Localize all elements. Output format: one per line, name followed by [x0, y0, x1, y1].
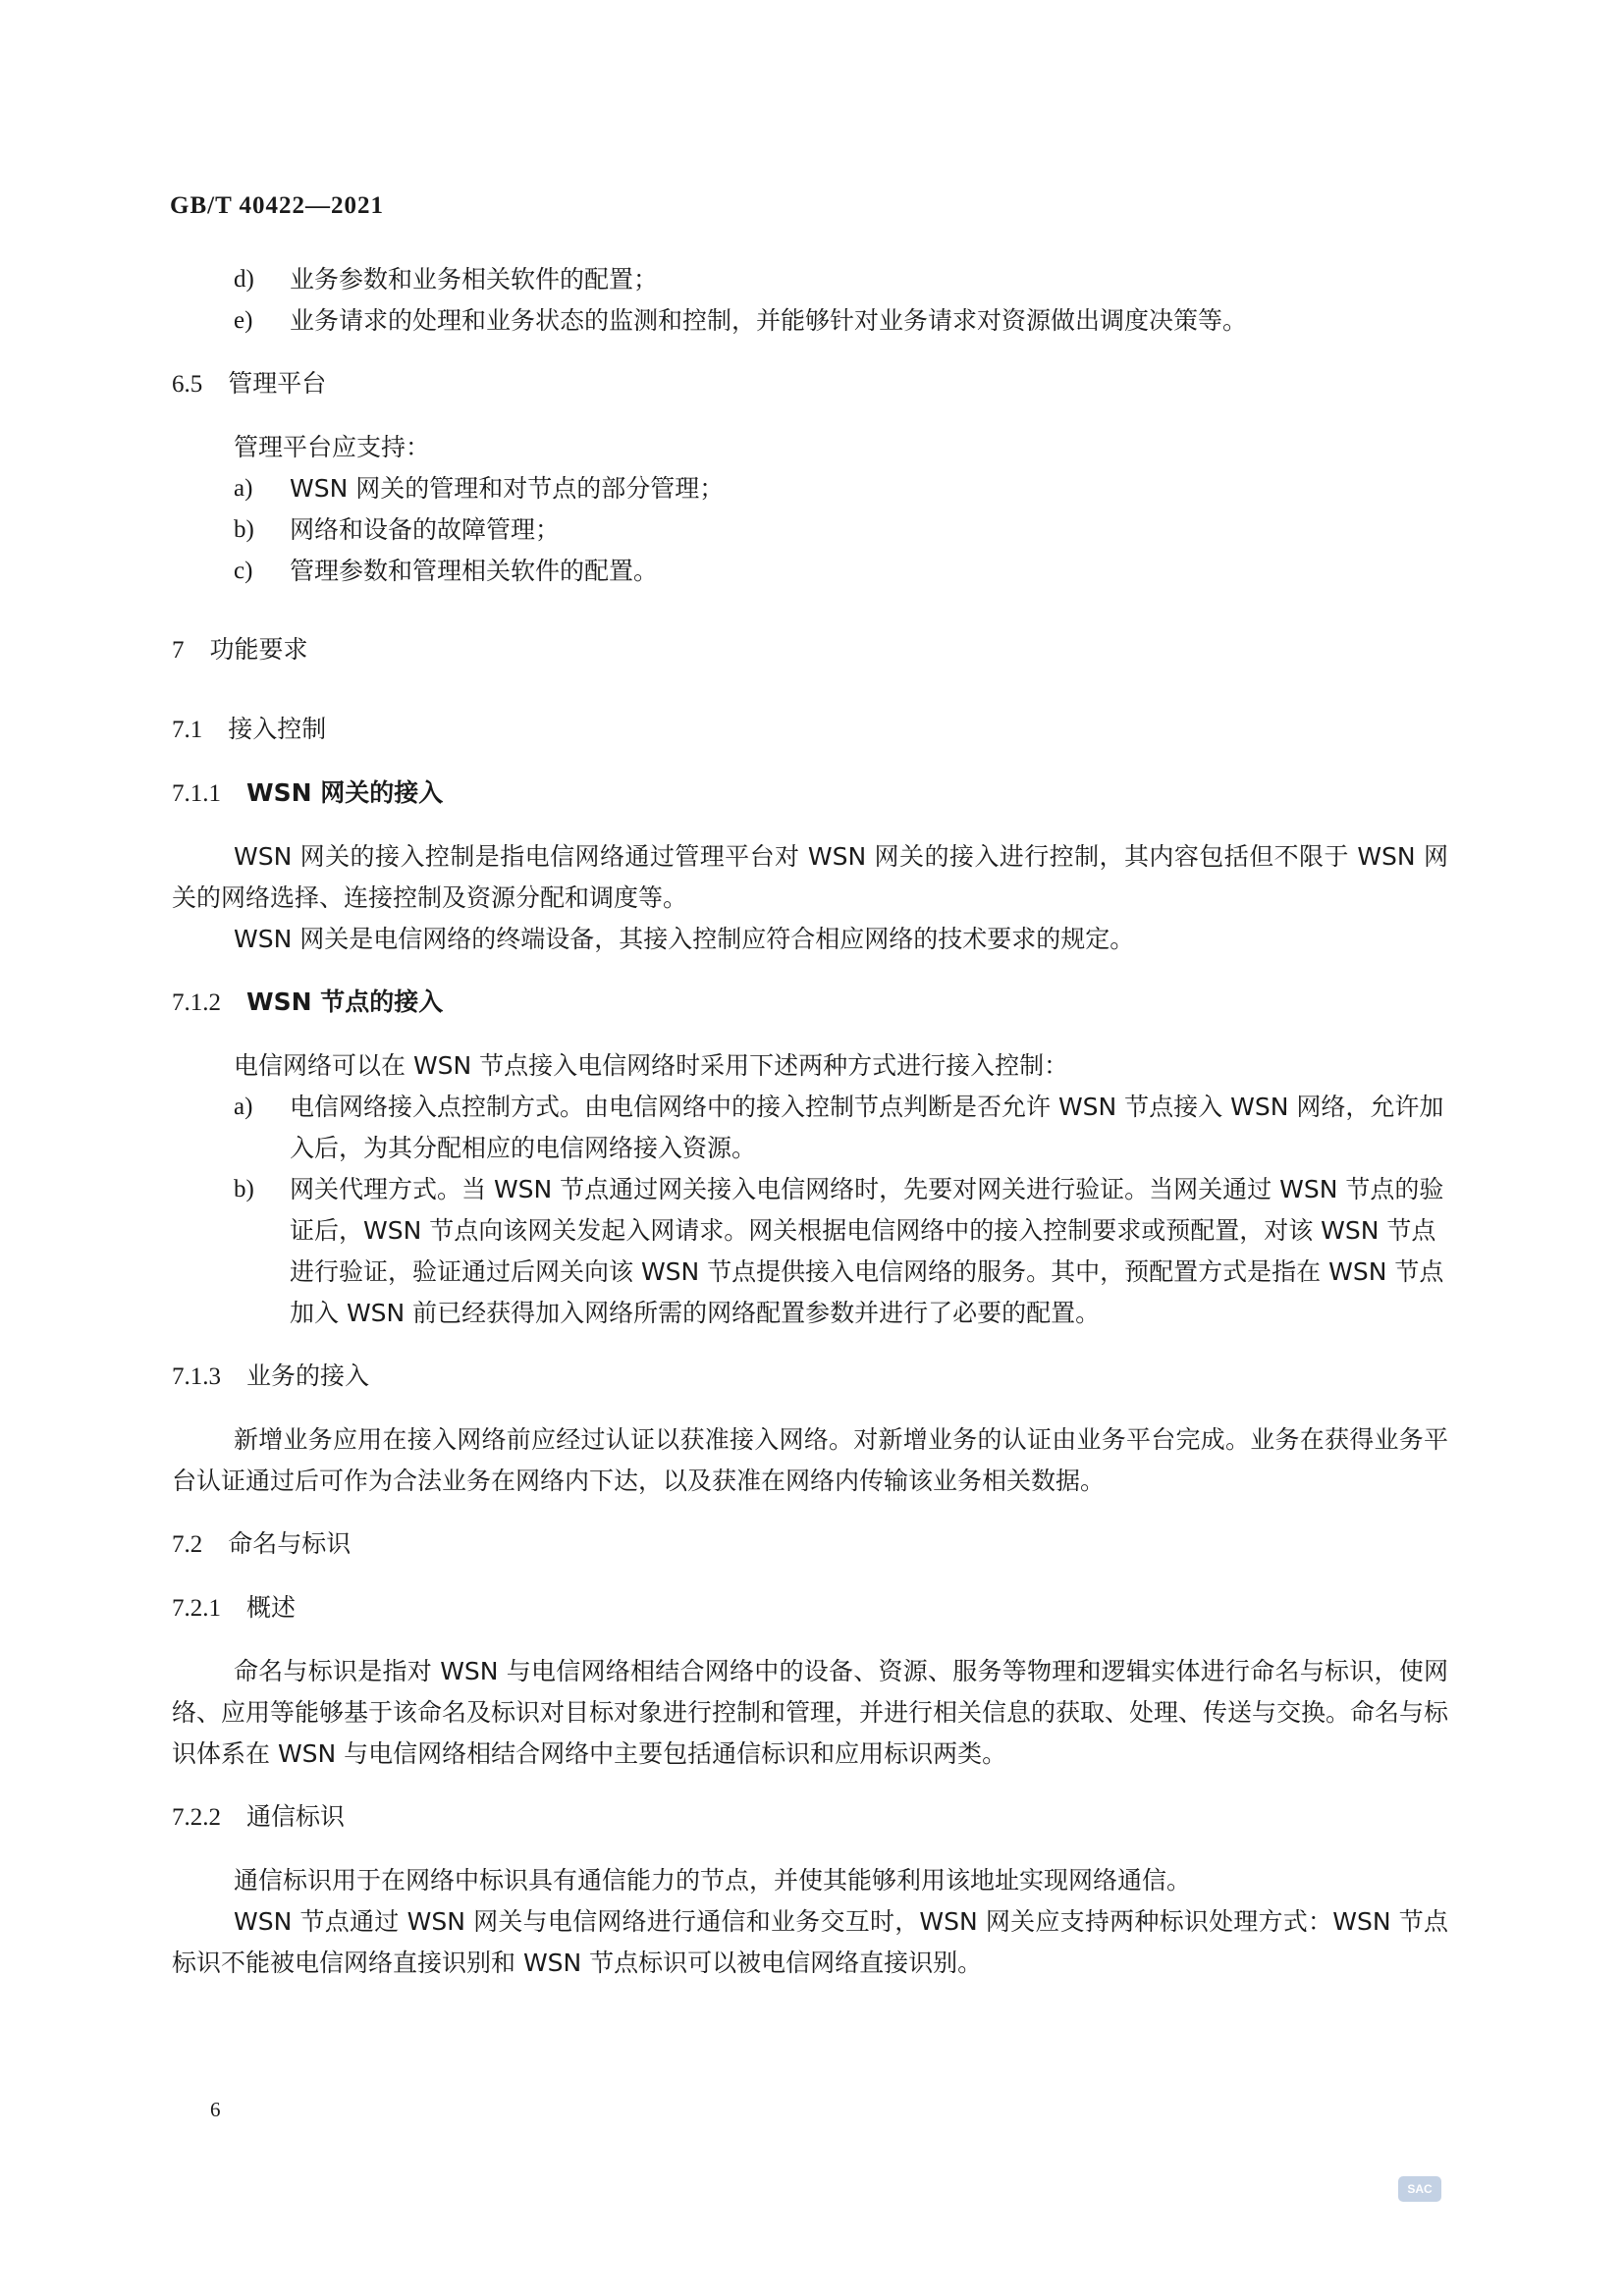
section-number: 7.2.2: [172, 1804, 221, 1831]
section-heading-7-2-1: [172, 1587, 1448, 1629]
section-title: 命名与标识: [228, 1529, 352, 1558]
list-item-text: 业务参数和业务相关软件的配置；: [290, 265, 659, 294]
section-number: 7: [172, 637, 185, 664]
list-item: [172, 551, 1448, 592]
paragraph: WSN 网关的接入控制是指电信网络通过管理平台对 WSN 网关的接入进行控制，其内容包括但不限于 WSN 网关的网络选择、连接控制及资源分配和调度等。: [172, 842, 1448, 912]
list-marker: d): [234, 266, 254, 293]
paragraph: 管理平台应支持：: [234, 433, 431, 461]
section-heading-6-5: [172, 363, 1448, 405]
section-title: WSN 网关的接入: [246, 778, 444, 807]
paragraph: 命名与标识是指对 WSN 与电信网络相结合网络中的设备、资源、服务等物理和逻辑实体进行命名与标识，使网络、应用等能够基于该命名及标识对目标对象进行控制和管理，并进行相关信息的获取、处理、传送与交换。命名与标识体系在 WSN 与电信网络相结合网络中主要包括通信标识和应用标识两类。: [172, 1657, 1449, 1768]
section-heading-7-1: [172, 709, 1448, 751]
chapter-heading-7: [172, 629, 1448, 671]
section-number: 7.1.3: [172, 1363, 221, 1390]
paragraph: WSN 节点通过 WSN 网关与电信网络进行通信和业务交互时，WSN 网关应支持两种标识处理方式：WSN 节点标识不能被电信网络直接识别和 WSN 节点标识可以被电信网络直接识别。: [172, 1907, 1448, 1977]
section-title: WSN 节点的接入: [246, 988, 444, 1016]
page-number: 6: [210, 2098, 221, 2121]
section-heading-7-1-2: [172, 982, 1448, 1024]
list-item-text: 管理参数和管理相关软件的配置。: [290, 557, 659, 585]
section-number: 7.2: [172, 1531, 203, 1558]
sac-watermark-logo: SAC: [1398, 2176, 1441, 2202]
list-item-text: WSN 网关的管理和对节点的部分管理；: [290, 474, 725, 503]
section-number: 6.5: [172, 371, 203, 398]
list-marker: b): [234, 1176, 254, 1202]
section-heading-7-1-3: [172, 1356, 1448, 1398]
list-marker: b): [234, 516, 254, 543]
standard-code: GB/T 40422—2021: [170, 192, 385, 219]
list-item-text: 业务请求的处理和业务状态的监测和控制，并能够针对业务请求对资源做出调度决策等。: [290, 306, 1248, 335]
section-heading-7-2-2: [172, 1796, 1448, 1839]
section-number: 7.2.1: [172, 1595, 221, 1622]
list-item: [234, 1169, 1448, 1334]
list-item: [172, 259, 1448, 300]
list-item: [172, 509, 1448, 551]
paragraph: 新增业务应用在接入网络前应经过认证以获准接入网络。对新增业务的认证由业务平台完成。业务在获得业务平台认证通过后可作为合法业务在网络内下达，以及获准在网络内传输该业务相关数据。: [172, 1425, 1448, 1495]
list-marker: a): [234, 475, 253, 502]
section-title: 管理平台: [228, 369, 327, 398]
list-marker: c): [234, 558, 253, 584]
list-marker: a): [234, 1094, 253, 1120]
section-title: 接入控制: [228, 715, 327, 743]
section-heading-7-2: [172, 1523, 1448, 1566]
list-marker: e): [234, 307, 253, 334]
section-title: 功能要求: [209, 635, 308, 664]
section-number: 7.1.2: [172, 989, 221, 1016]
paragraph: 通信标识用于在网络中标识具有通信能力的节点，并使其能够利用该地址实现网络通信。: [234, 1866, 1192, 1895]
section-number: 7.1: [172, 717, 203, 743]
list-item-text: 网关代理方式。当 WSN 节点通过网关接入电信网络时，先要对网关进行验证。当网关通过 WSN 节点的验证后，WSN 节点向该网关发起入网请求。网关根据电信网络中的接入控制要求或预配置，对该 WSN 节点进行验证，验证通过后网关向该 WSN 节点提供接入电信网络的服务。其中，预配置方式是指在 WSN 节点加入 WSN 前已经获得加入网络所需的网络配置参数并进行了必要的配置。: [290, 1175, 1444, 1327]
list-item-text: 网络和设备的故障管理；: [290, 515, 561, 544]
section-title: 概述: [246, 1593, 297, 1622]
list-item: [172, 300, 1448, 342]
list-item: [234, 1087, 1448, 1169]
section-heading-7-1-1: [172, 773, 1448, 815]
section-title: 通信标识: [246, 1802, 346, 1831]
list-item: [172, 468, 1448, 509]
paragraph: WSN 网关是电信网络的终端设备，其接入控制应符合相应网络的技术要求的规定。: [234, 925, 1135, 953]
list-item-text: 电信网络接入点控制方式。由电信网络中的接入控制节点判断是否允许 WSN 节点接入 WSN 网络，允许加入后，为其分配相应的电信网络接入资源。: [290, 1093, 1444, 1162]
section-number: 7.1.1: [172, 780, 221, 807]
paragraph: 电信网络可以在 WSN 节点接入电信网络时采用下述两种方式进行接入控制：: [234, 1051, 1069, 1080]
section-title: 业务的接入: [246, 1362, 370, 1390]
page-content: [172, 259, 1448, 1984]
